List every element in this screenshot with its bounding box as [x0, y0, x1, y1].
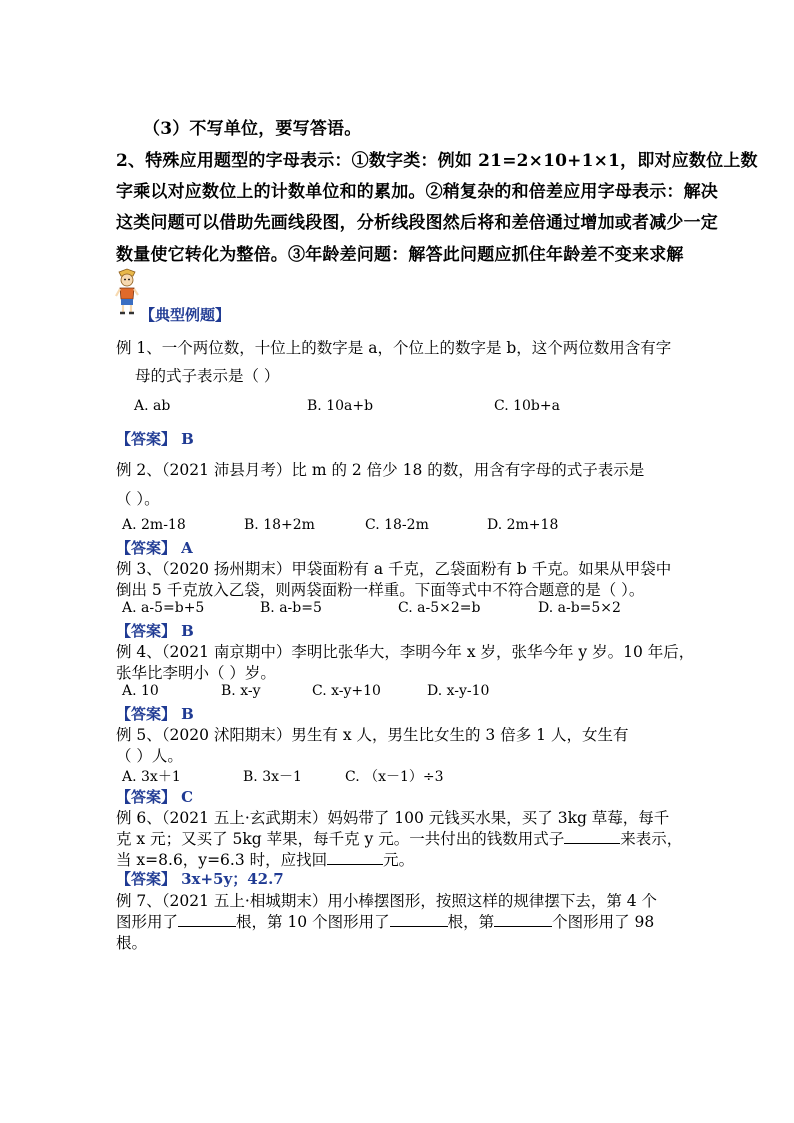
example-4-line2: 张华比李明小（ ）岁。: [116, 664, 276, 682]
fill-blank[interactable]: [390, 912, 448, 927]
example-7-line1: 例 7、（2021 五上·相城期末）用小棒摆图形，按照这样的规律摆下去，第 4 个: [116, 892, 658, 910]
example-2-option-b: B. 18+2m: [244, 517, 315, 533]
example-2-option-a: A. 2m-18: [122, 517, 186, 533]
example-6-line3: [116, 848, 414, 870]
example-7-line2-a: 图形用了: [116, 913, 179, 931]
example-1-line1: 例 1、一个两位数，十位上的数字是 a，个位上的数字是 b，这个两位数用含有字: [116, 339, 672, 357]
answer-value: B: [181, 430, 194, 448]
example-6-line1: 例 6、（2021 五上·玄武期末）妈妈带了 100 元钱买水果，买了 3kg 草莓，每千: [116, 809, 670, 827]
example-5-line1: 例 5、（2020 沭阳期末）男生有 x 人，男生比女生的 3 倍多 1 人，女生有: [116, 726, 629, 744]
note-item-2-line4: 数量使它转化为整倍。③年龄差问题：解答此问题应抓住年龄差不变来求解: [116, 245, 684, 265]
answer-value: 3x+5y；42.7: [181, 870, 284, 888]
cartoon-kid-icon: [114, 268, 140, 316]
answer-label: 【答案】: [116, 539, 177, 557]
example-3-line1: 例 3、（2020 扬州期末）甲袋面粉有 a 千克，乙袋面粉有 b 千克。如果从甲袋中: [116, 560, 672, 578]
example-6-line2: [116, 827, 682, 849]
example-1-answer: [116, 428, 194, 449]
example-4-option-b: B. x-y: [221, 683, 261, 699]
example-4-option-a: A. 10: [122, 683, 159, 699]
answer-label: 【答案】: [116, 622, 177, 640]
example-1-option-a: A. ab: [134, 398, 171, 414]
example-3-option-b: B. a-b=5: [260, 600, 322, 616]
answer-value: C: [181, 788, 194, 806]
example-4-option-c: C. x-y+10: [312, 683, 381, 699]
answer-label: 【答案】: [116, 870, 177, 888]
fill-blank[interactable]: [564, 829, 620, 844]
example-5-option-a: A. 3x＋1: [122, 769, 181, 785]
fill-blank[interactable]: [494, 912, 552, 927]
section-heading: 【典型例题】: [140, 306, 231, 324]
answer-value: B: [181, 705, 194, 723]
example-7-line2-d: 个图形用了 98: [552, 913, 655, 931]
note-item-2-line3: 这类问题可以借助先画线段图，分析线段图然后将和差倍通过增加或者减少一定: [116, 213, 718, 233]
example-6-line2-tail: 来表示，: [620, 830, 683, 848]
example-1-option-c: C. 10b+a: [494, 398, 560, 414]
example-5-option-b: B. 3x－1: [243, 769, 302, 785]
answer-label: 【答案】: [116, 788, 177, 806]
example-7-line2: [116, 910, 654, 932]
answer-value: A: [181, 539, 193, 557]
example-4-line1: 例 4、（2021 南京期中）李明比张华大，李明今年 x 岁，张华今年 y 岁。10 年后，: [116, 643, 695, 661]
example-2-option-d: D. 2m+18: [487, 517, 559, 533]
example-3-option-d: D. a-b=5×2: [538, 600, 621, 616]
answer-value: B: [181, 622, 194, 640]
example-1-line2: 母的式子表示是（ ）: [135, 367, 280, 385]
example-6-line3-text: 当 x=8.6，y=6.3 时，应找回: [116, 851, 328, 869]
note-item-2-line2: 字乘以对应数位上的计数单位和的累加。②稍复杂的和倍差应用字母表示：解决: [116, 182, 718, 202]
example-3-line2: 倒出 5 千克放入乙袋，则两袋面粉一样重。下面等式中不符合题意的是（ ）。: [116, 581, 645, 599]
answer-label: 【答案】: [116, 430, 177, 448]
example-7-line3: 根。: [116, 934, 148, 952]
note-item-2-line1: 2、特殊应用题型的字母表示：①数字类：例如 21=2×10+1×1，即对应数位上数: [116, 151, 758, 171]
fill-blank[interactable]: [327, 850, 383, 865]
example-4-option-d: D. x-y-10: [427, 683, 490, 699]
example-2-answer: [116, 537, 193, 558]
example-6-line2-text: 克 x 元；又买了 5kg 苹果，每千克 y 元。一共付出的钱数用式子: [116, 830, 565, 848]
example-2-option-c: C. 18-2m: [365, 517, 429, 533]
example-2-line2: （ ）。: [116, 490, 160, 508]
example-3-option-a: A. a-5=b+5: [122, 600, 205, 616]
example-5-option-c: C. （x－1）÷3: [345, 769, 444, 785]
example-7-line2-b: 根，第 10 个图形用了: [236, 913, 390, 931]
example-1-option-b: B. 10a+b: [307, 398, 374, 414]
example-2-line1: 例 2、（2021 沛县月考）比 m 的 2 倍少 18 的数，用含有字母的式子表示是: [116, 461, 645, 479]
example-5-line2: （ ）人。: [116, 747, 183, 765]
note-item-3: （3）不写单位，要写答语。: [143, 119, 362, 139]
answer-label: 【答案】: [116, 705, 177, 723]
example-6-line3-tail: 元。: [383, 851, 415, 869]
fill-blank[interactable]: [178, 912, 236, 927]
example-5-answer: [116, 786, 193, 807]
example-6-answer: [116, 868, 284, 889]
example-3-answer: [116, 620, 194, 641]
example-7-line2-c: 根，第: [447, 913, 495, 931]
example-4-answer: [116, 703, 194, 724]
example-3-option-c: C. a-5×2=b: [398, 600, 481, 616]
